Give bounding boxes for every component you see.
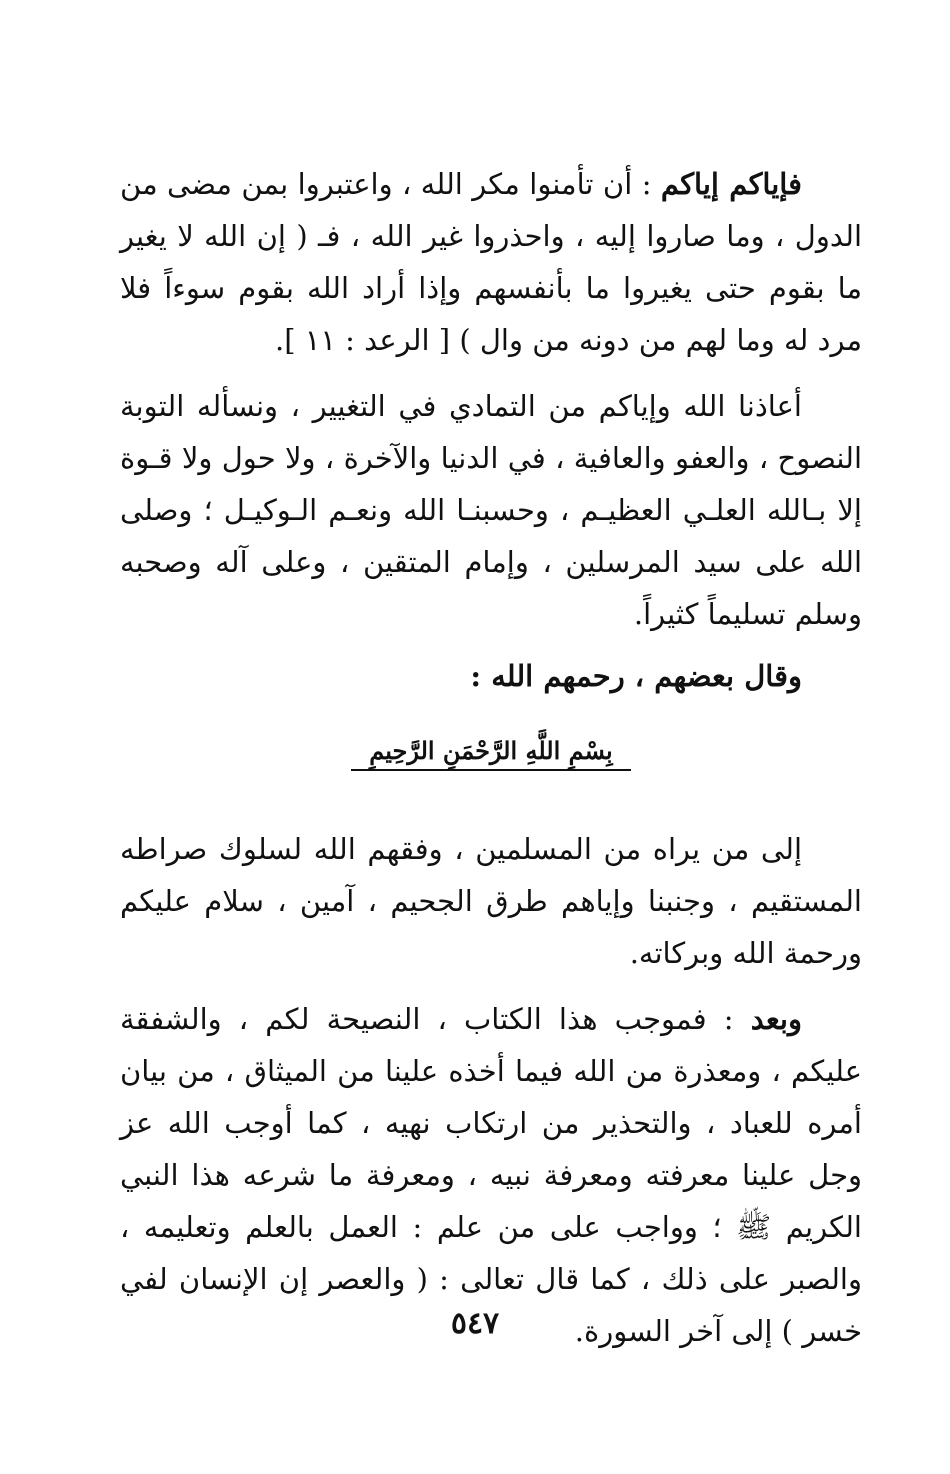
paragraph-3-text: إلى من يراه من المسلمين ، وفقهم الله لسلوك صراطه المستقيم ، وجنبنا وإياهم طرق الجحيم ، آمين ، سلام عليكم ورحمة الله وبركاته. xyxy=(120,832,862,970)
basmala-calligraphy: بِسْمِ اللَّهِ الرَّحْمَنِ الرَّحِيمِ xyxy=(351,736,630,771)
page-number: ٥٤٧ xyxy=(450,1306,500,1341)
paragraph-1-text: : أن تأمنوا مكر الله ، واعتبروا بمن مضى من الدول ، وما صاروا إليه ، واحذروا غير الله ، فـ ( إن الله لا يغير ما بقوم حتى يغيروا ما بأنفسهم وإذا أراد الله بقوم سوءاً فلا مرد له وما لهم من دونه من وال ) [ الرعد : ١١ ]. xyxy=(120,167,862,357)
paragraph-4-lead: وبعد xyxy=(750,1002,802,1036)
paragraph-4-text: : فموجب هذا الكتاب ، النصيحة لكم ، والشفقة عليكم ، ومعذرة من الله فيما أخذه علينا من الميثاق ، من بيان أمره للعباد ، والتحذير من ارتكاب نهيه ، كما أوجب الله عز وجل علينا معرفته ومعرفة نبيه ، ومعرفة ما شرعه هذا النبي الكريم ﷺ ؛ وواجب على من علم : العمل بالعلم وتعليمه ، والصبر على ذلك ، كما قال تعالى : ( والعصر إن الإنسان لفي خسر ) إلى آخر السورة. xyxy=(120,1002,862,1348)
paragraph-1 xyxy=(120,158,862,366)
paragraph-2-text: أعاذنا الله وإياكم من التمادي في التغيير ، ونسأله التوبة النصوح ، والعفو والعافية ، في الدنيا والآخرة ، ولا حول ولا قـوة إلا بـالله العلـي العظيـم ، وحسبنـا الله ونعـم الـوكيـل ؛ وصلى الله على سيد المرسلين ، وإمام المتقين ، وعلى آله وصحبه وسلم تسليماً كثيراً. xyxy=(120,389,862,631)
page-body xyxy=(120,158,862,1357)
paragraph-2 xyxy=(120,380,862,640)
paragraph-3 xyxy=(120,823,862,979)
section-heading: وقال بعضهم ، رحمهم الله : xyxy=(470,659,802,693)
paragraph-4 xyxy=(120,993,862,1357)
paragraph-1-lead: فإياكم إياكم xyxy=(660,167,802,201)
basmala-block xyxy=(120,736,862,771)
